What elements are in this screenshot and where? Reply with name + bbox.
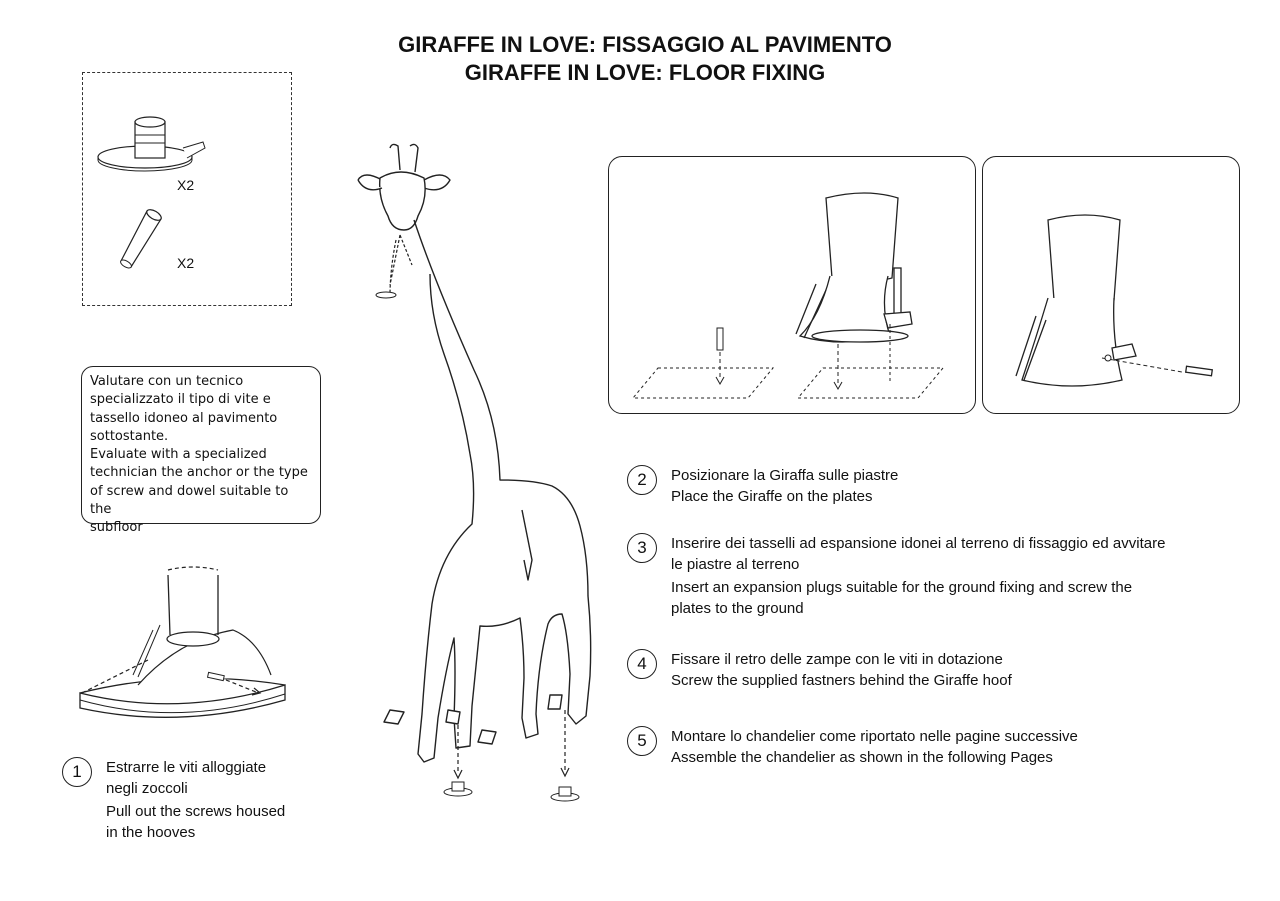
hoof-screw-illustration xyxy=(78,565,298,735)
plate-quantity: X2 xyxy=(177,177,195,193)
step-number: 4 xyxy=(627,649,657,679)
step-text xyxy=(671,465,898,507)
giraffe-illustration xyxy=(350,140,590,810)
note-line: technician the anchor or the type xyxy=(90,465,308,481)
step-line: Montare lo chandelier come riportato nelle pagine successive xyxy=(671,728,1078,745)
step-line: Estrarre le viti alloggiate xyxy=(106,759,267,776)
step-number: 1 xyxy=(62,757,92,787)
step-line: in the hooves xyxy=(106,824,196,841)
step-text xyxy=(106,757,285,843)
step-line: negli zoccoli xyxy=(106,780,188,797)
note-line: of screw and dowel suitable to the xyxy=(90,483,289,518)
note-line: subfloor xyxy=(90,520,143,536)
plug-quantity: X2 xyxy=(177,255,195,271)
step-text xyxy=(671,649,1012,691)
step-line: Screw the supplied fastners behind the Giraffe hoof xyxy=(671,672,1012,689)
step-line: Assemble the chandelier as shown in the following Pages xyxy=(671,749,1053,766)
plate-placement-illustration xyxy=(608,156,976,414)
step-line: Inserire dei tasselli ad espansione idonei al terreno di fissaggio ed avvitare xyxy=(671,535,1166,552)
step-text xyxy=(671,726,1078,768)
note-line: tassello idoneo al pavimento xyxy=(90,410,278,426)
step-line: Fissare il retro delle zampe con le viti in dotazione xyxy=(671,651,1003,668)
title-italian: GIRAFFE IN LOVE: FISSAGGIO AL PAVIMENTO xyxy=(398,32,892,57)
step-text xyxy=(671,533,1165,619)
step-line: Place the Giraffe on the plates xyxy=(671,488,873,505)
technician-note xyxy=(81,366,321,536)
step-line: Insert an expansion plugs suitable for the ground fixing and screw the xyxy=(671,579,1133,596)
wall-plug-icon xyxy=(115,205,175,275)
title-english: GIRAFFE IN LOVE: FLOOR FIXING xyxy=(464,60,826,85)
step-line: Pull out the screws housed xyxy=(106,803,286,820)
note-line: Valutare con un tecnico xyxy=(90,374,244,389)
step-number: 3 xyxy=(627,533,657,563)
note-line: specializzato il tipo di vite e xyxy=(90,392,271,408)
step-line: Posizionare la Giraffa sulle piastre xyxy=(671,467,899,484)
step-number: 2 xyxy=(627,465,657,495)
hoof-fixing-illustration xyxy=(982,156,1240,414)
note-line: Evaluate with a specialized xyxy=(90,447,267,463)
note-line: sottostante. xyxy=(90,428,169,444)
step-line: plates to the ground xyxy=(671,600,804,617)
step-number: 5 xyxy=(627,726,657,756)
floor-plate-icon xyxy=(95,110,215,180)
step-line: le piastre al terreno xyxy=(671,556,800,573)
